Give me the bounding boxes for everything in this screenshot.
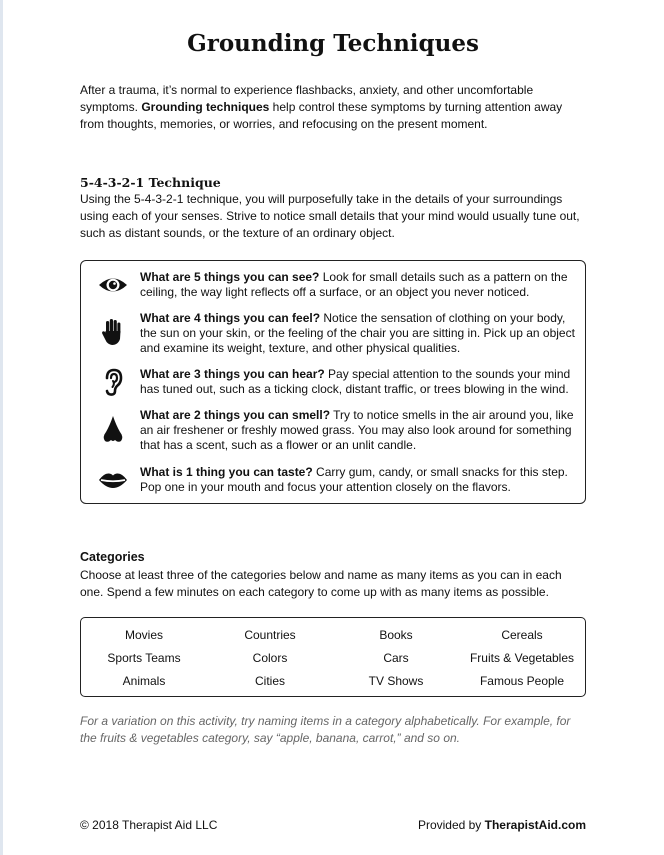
intro-paragraph <box>80 82 586 133</box>
sense-text <box>140 367 576 397</box>
sense-detail: Try to notice smells in the air around you, like an air freshener or freshly mowed grass. You may also look around for something that has a scent, such as a flower or an unlit candle. <box>140 408 574 452</box>
sense-question: What are 3 things you can hear? <box>140 367 325 381</box>
category-item: Cities <box>254 674 285 688</box>
sense-detail: Carry gum, candy, or small snacks for this step. Pop one in your mouth and focus your attention closely on the flavors. <box>140 465 568 494</box>
categories-grid <box>81 627 585 690</box>
ear-icon <box>98 367 128 397</box>
copyright-text: © 2018 Therapist Aid LLC <box>80 818 218 832</box>
intro-text-end: help control these symptoms by turning attention away from thoughts, memories, or worries, and refocusing on the present moment. <box>80 100 563 131</box>
sense-text <box>140 270 576 300</box>
category-item: Countries <box>244 628 296 642</box>
category-item: Movies <box>124 628 163 642</box>
category-item: Cereals <box>501 628 543 642</box>
category-item: Colors <box>252 651 288 665</box>
lips-icon <box>98 465 128 495</box>
category-item: Famous People <box>479 674 565 688</box>
sense-detail: Look for small details such as a pattern on the ceiling, the way light reflects off a surface, or an object you never noticed. <box>140 270 568 299</box>
sense-text <box>140 408 576 453</box>
sense-text <box>140 311 576 356</box>
variation-note: For a variation on this activity, try naming items in a category alphabetically. For example, for the fruits & vegetables category, say “apple, banana, carrot,” and so on. <box>80 714 571 745</box>
nose-icon <box>98 414 128 444</box>
senses-box <box>80 260 586 504</box>
intro-bold-term: Grounding techniques <box>141 100 270 114</box>
category-item: Animals <box>122 674 166 688</box>
technique-description: Using the 5-4-3-2-1 technique, you will purposefully take in the details of your surroundings using each of your senses. Strive to notice small details that your mind would usually tune out, such as distant sounds, or the texture of an ordinary object. <box>80 192 580 240</box>
sense-text <box>140 465 576 495</box>
sense-question: What are 5 things you can see? <box>140 270 320 284</box>
categories-description: Choose at least three of the categories below and name as many items as you can in each one. Spend a few minutes on each category to come up with as many items as possible. <box>80 568 562 599</box>
eye-icon <box>98 270 128 300</box>
sense-question: What is 1 thing you can taste? <box>140 465 313 479</box>
provided-by-prefix: Provided by <box>417 818 485 832</box>
page-title: Grounding Techniques <box>187 30 479 57</box>
page-edge-rule <box>0 0 3 855</box>
sense-question: What are 4 things you can feel? <box>140 311 321 325</box>
sense-detail: Pay special attention to the sounds your mind has tuned out, such as a ticking clock, distant traffic, or trees blowing in the wind. <box>140 367 571 396</box>
category-item: TV Shows <box>368 674 424 688</box>
category-item: Books <box>379 628 413 642</box>
hand-icon <box>98 317 128 347</box>
sense-question: What are 2 things you can smell? <box>140 408 331 422</box>
provided-by-text <box>418 818 586 832</box>
categories-heading: Categories <box>80 550 145 564</box>
category-item: Sports Teams <box>107 651 181 665</box>
categories-box <box>80 617 586 697</box>
category-item: Cars <box>383 651 409 665</box>
category-item: Fruits & Vegetables <box>469 651 575 665</box>
technique-heading: 5-4-3-2-1 Technique <box>80 175 221 190</box>
sense-detail: Notice the sensation of clothing on your body, the sun on your skin, or the feeling of the chair you are sitting in. Pick up an object and examine its weight, texture, and other physical qualities. <box>140 311 575 355</box>
therapistaid-link[interactable]: TherapistAid.com <box>484 818 586 832</box>
intro-text-start: After a trauma, it’s normal to experience flashbacks, anxiety, and other uncomfortable symptoms. <box>80 83 534 114</box>
